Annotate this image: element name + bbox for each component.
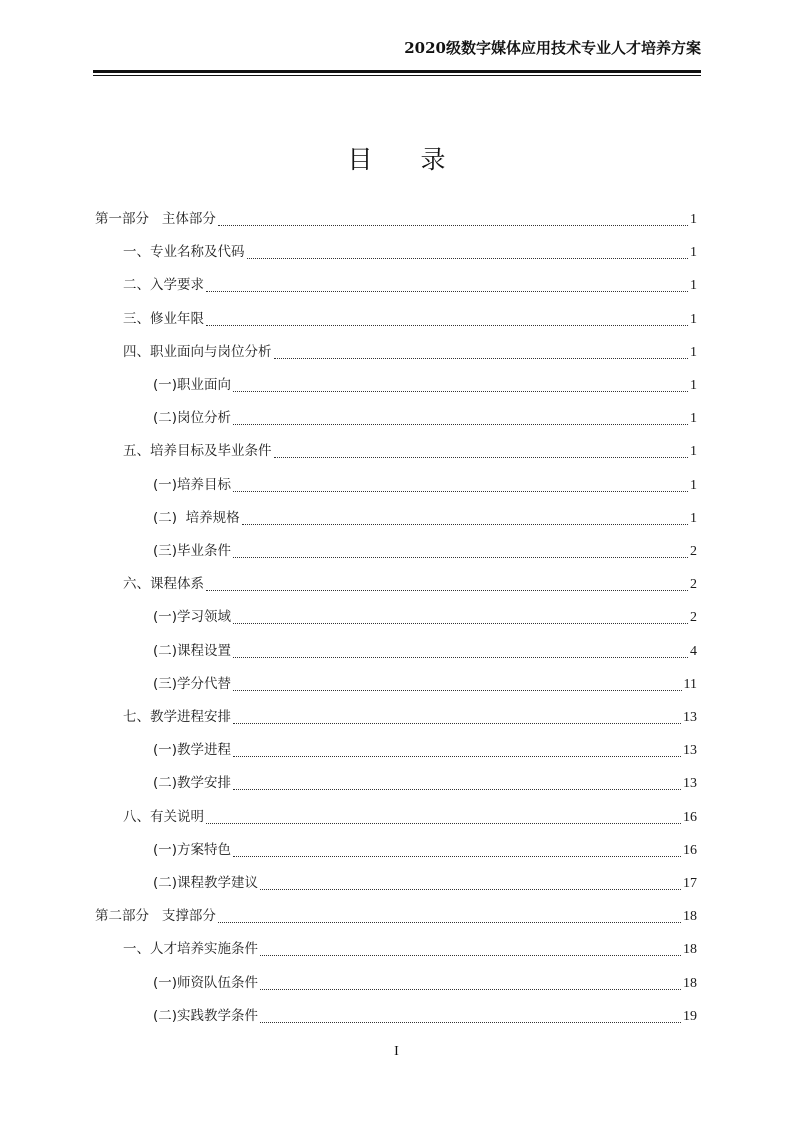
toc-entry[interactable] (123, 705, 697, 727)
toc-entry-label: 三、修业年限 (123, 310, 204, 327)
toc-entry-label: (二)课程设置 (153, 642, 232, 659)
toc-entry-label: (一)学习领域 (153, 609, 232, 626)
page-number: I (394, 1044, 399, 1059)
header-rule-thin (93, 75, 701, 76)
toc-dot-leader (233, 390, 688, 392)
toc-dot-leader (233, 622, 688, 624)
toc-entry-label: (二)岗位分析 (153, 410, 232, 427)
toc-entry[interactable] (123, 937, 697, 959)
toc-dot-leader (242, 523, 688, 525)
toc-entry-label: 八、有关说明 (123, 808, 204, 825)
toc-entry-page-number: 11 (683, 676, 697, 692)
toc-dot-leader (233, 855, 681, 857)
toc-title: 目 录 (347, 145, 466, 174)
toc-entry-page-number: 1 (690, 245, 697, 261)
toc-entry-page-number: 1 (690, 311, 697, 327)
toc-entry-page-number: 1 (690, 378, 697, 393)
toc-entry-page-number: 2 (690, 610, 697, 626)
toc-dot-leader (206, 290, 688, 292)
toc-entry[interactable] (153, 473, 697, 495)
toc-entry[interactable] (153, 605, 697, 627)
toc-entry-page-number: 13 (683, 743, 697, 759)
toc-entry[interactable] (123, 340, 697, 362)
toc-entry-page-number: 2 (690, 577, 697, 593)
toc-entry[interactable] (153, 838, 697, 860)
toc-entry[interactable] (153, 672, 697, 694)
toc-entry-page-number: 16 (683, 809, 697, 825)
toc-entry-label: 五、培养目标及毕业条件 (123, 443, 272, 460)
toc-entry-page-number: 18 (683, 909, 697, 925)
toc-entry-page-number: 2 (690, 544, 697, 559)
toc-entry-page-number: 1 (690, 212, 697, 227)
toc-entry[interactable] (153, 971, 697, 993)
toc-entry-label: 七、教学进程安排 (123, 709, 231, 725)
toc-entry-label: (一)培养目标 (153, 476, 232, 493)
toc-entry-page-number: 13 (683, 710, 697, 725)
toc-entry-label: (三)毕业条件 (153, 543, 232, 559)
toc-entry-page-number: 18 (683, 942, 697, 958)
toc-dot-leader (206, 822, 681, 824)
toc-dot-leader (218, 921, 681, 923)
toc-entry[interactable] (123, 240, 697, 262)
toc-dot-leader (233, 788, 681, 790)
toc-entry[interactable] (153, 506, 697, 528)
toc-dot-leader (233, 490, 688, 492)
toc-entry-page-number: 1 (690, 278, 697, 294)
toc-entry[interactable] (153, 738, 697, 760)
toc-entry-label: 第一部分 主体部分 (95, 211, 216, 227)
toc-entry[interactable] (123, 307, 697, 329)
toc-entry[interactable] (123, 572, 697, 594)
toc-entry-label: 四、职业面向与岗位分析 (123, 343, 272, 360)
toc-dot-leader (233, 656, 688, 658)
toc-dot-leader (218, 224, 688, 226)
toc-entry-label: (二) 培养规格 (153, 509, 240, 526)
toc-entry-label: (二)课程教学建议 (153, 875, 259, 891)
toc-entry-page-number: 1 (690, 510, 697, 526)
toc-entry-label: 一、人才培养实施条件 (123, 941, 258, 958)
toc-dot-leader (247, 257, 689, 259)
toc-dot-leader (274, 456, 689, 458)
toc-dot-leader (206, 324, 688, 326)
toc-entry-page-number: 1 (690, 477, 697, 493)
toc-dot-leader (260, 1021, 681, 1023)
toc-entry[interactable] (123, 273, 697, 295)
toc-dot-leader (233, 755, 681, 757)
toc-dot-leader (233, 689, 681, 691)
toc-entry-page-number: 4 (690, 643, 697, 659)
toc-dot-leader (233, 556, 688, 558)
toc-entry[interactable] (153, 539, 697, 561)
toc-entry-page-number: 17 (683, 876, 697, 891)
toc-entry-label: (二)教学安排 (153, 775, 232, 792)
toc-entry[interactable] (123, 439, 697, 461)
toc-dot-leader (260, 954, 681, 956)
toc-entry[interactable] (153, 771, 697, 793)
toc-dot-leader (233, 423, 688, 425)
toc-entry-label: (一)师资队伍条件 (153, 974, 259, 991)
toc-entry-label: 二、入学要求 (123, 277, 204, 294)
toc-entry-page-number: 1 (690, 411, 697, 427)
toc-dot-leader (206, 589, 688, 591)
toc-entry[interactable] (95, 904, 697, 926)
toc-entry[interactable] (153, 871, 697, 893)
toc-entry-page-number: 1 (690, 444, 697, 460)
toc-dot-leader (260, 888, 681, 890)
toc-entry[interactable] (95, 207, 697, 229)
toc-dot-leader (233, 722, 681, 724)
header-rule-thick (93, 70, 701, 73)
toc-entry-label: (三)学分代替 (153, 675, 232, 692)
running-header-title: 2020级数字媒体应用技术专业人才培养方案 (404, 39, 701, 57)
toc-entry-label: (一)职业面向 (153, 377, 232, 393)
toc-entry[interactable] (153, 639, 697, 661)
toc-entry-page-number: 13 (683, 776, 697, 792)
toc-dot-leader (274, 357, 689, 359)
toc-entry-page-number: 19 (683, 1008, 697, 1024)
toc-entry-page-number: 1 (690, 344, 697, 360)
toc-entry-label: 六、课程体系 (123, 576, 204, 593)
toc-entry[interactable] (153, 406, 697, 428)
toc-entry[interactable] (153, 373, 697, 395)
toc-dot-leader (260, 988, 681, 990)
toc-entry-label: 一、专业名称及代码 (123, 244, 245, 261)
toc-entry-label: 第二部分 支撑部分 (95, 908, 216, 925)
toc-entry[interactable] (153, 1004, 697, 1026)
toc-entry-page-number: 18 (683, 975, 697, 991)
toc-entry-page-number: 16 (683, 842, 697, 858)
toc-entry-label: (一)教学进程 (153, 742, 232, 759)
toc-entry[interactable] (123, 805, 697, 827)
toc-entry-label: (二)实践教学条件 (153, 1007, 259, 1024)
toc-entry-label: (一)方案特色 (153, 841, 232, 858)
